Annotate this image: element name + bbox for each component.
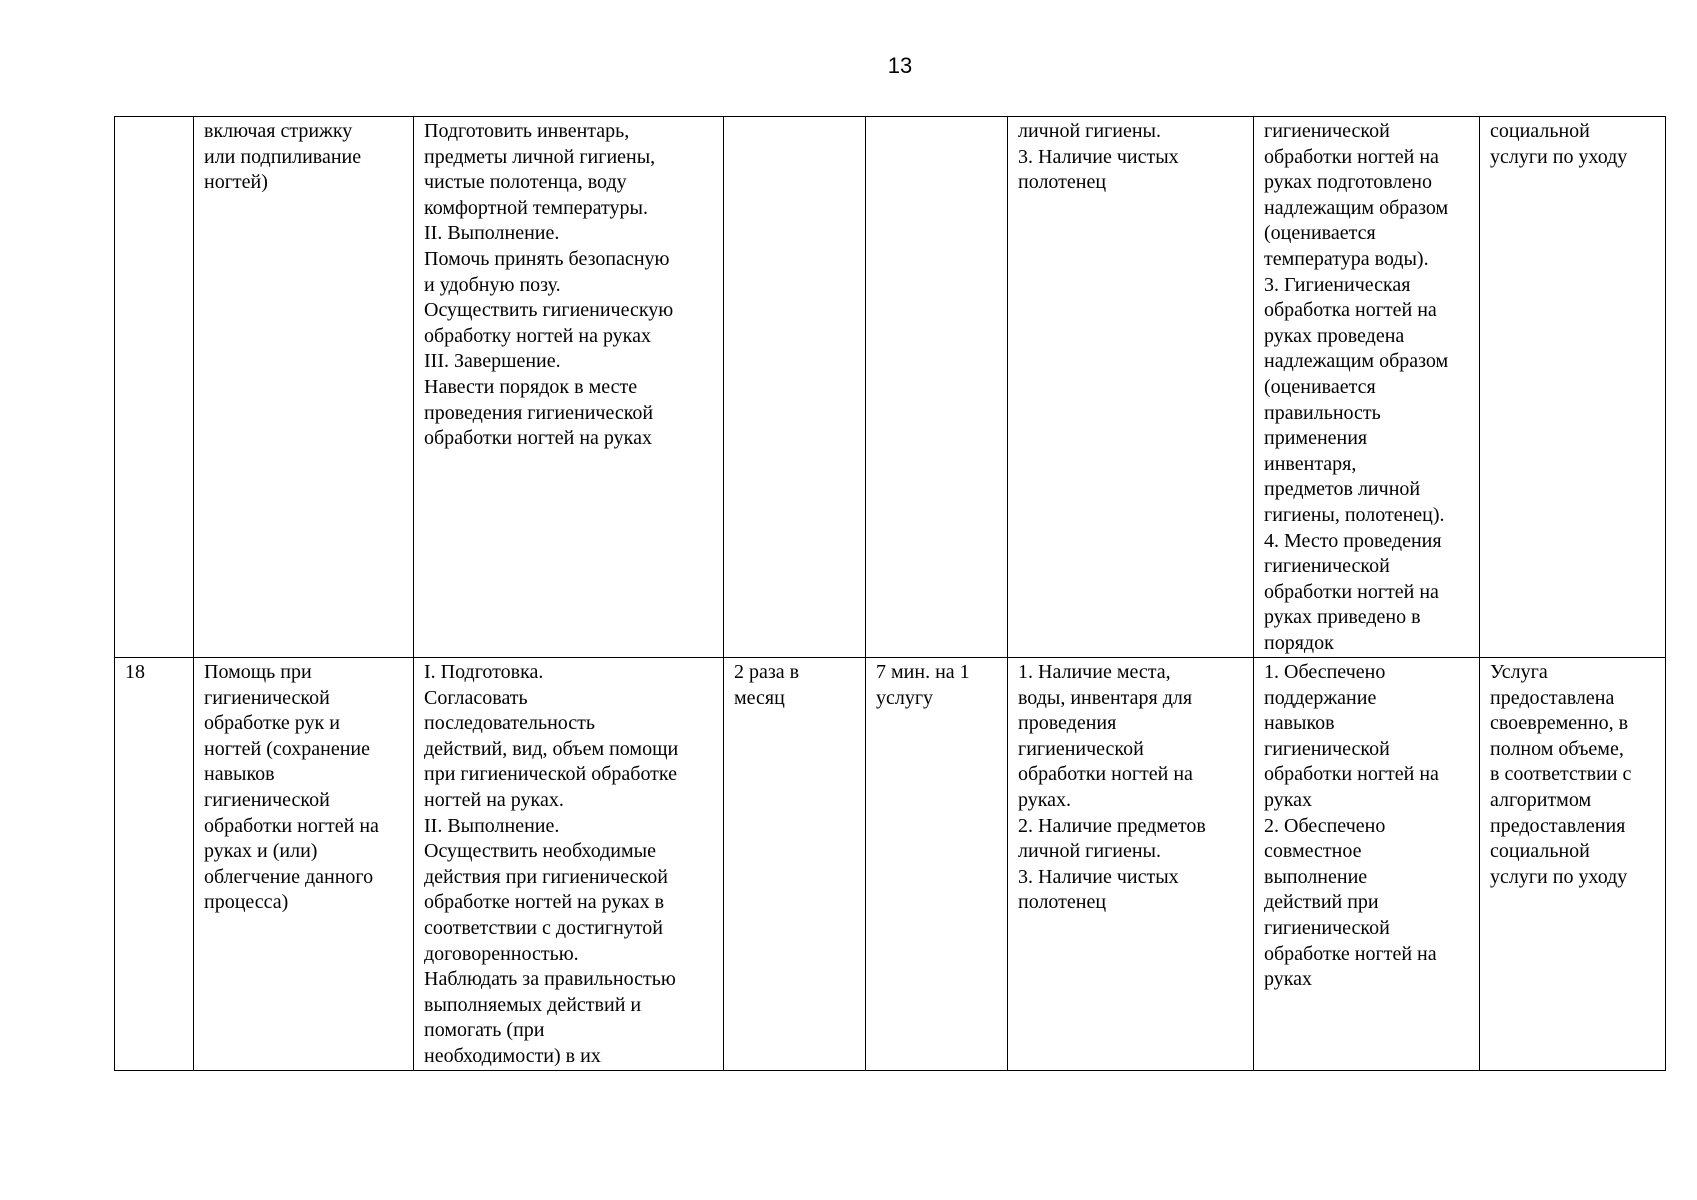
page-number: 13 [887,53,913,78]
cell-text: включая стрижку или подпиливание ногтей) [204,120,362,194]
cell-results [1254,658,1480,1071]
cell-text: гигиенической обработки ногтей на руках подготовлено надлежащим образом (оценивается температура воды). 3. Гигиеническая обработка ногтей на руках проведена надлежащим образом (оценивается правильность применения инвентаря, предметов личной гигиены, полотенец). 4. Место проведения гигиенической обработки ногтей на руках приведено в порядок [1264,120,1449,654]
cell-text: 1. Наличие места, воды, инвентаря для проведения гигиенической обработки ногтей на руках. 2. Наличие предметов личной гигиены. 3. Наличие чистых полотенец [1018,661,1206,914]
cell-conditions [1008,658,1254,1071]
cell-text: 18 [125,661,145,683]
cell-duration [866,117,1008,658]
services-table [114,116,1666,1071]
cell-periodicity [724,117,866,658]
cell-text: 2 раза в месяц [734,661,800,709]
cell-conditions [1008,117,1254,658]
cell-results [1254,117,1480,658]
cell-text: I. Подготовка. Согласовать последовательность действий, вид, объем помощи при гигиенической обработке ногтей на руках. II. Выполнение. Осуществить необходимые действия при гигиенической обработке ногтей на руках в соответствии с достигнутой договоренностью. Наблюдать за правильностью выполняемых действий и помогать (при необходимости) в их [424,661,679,1067]
cell-service-name [194,117,414,658]
cell-procedure [414,117,724,658]
cell-text: Помощь при гигиенической обработке рук и ногтей (сохранение навыков гигиенической обработки ногтей на руках и (или) облегчение данного процесса) [204,661,379,914]
cell-periodicity [724,658,866,1071]
cell-text: 1. Обеспечено поддержание навыков гигиенической обработки ногтей на руках 2. Обеспечено совместное выполнение действий при гигиенической обработке ногтей на руках [1264,661,1439,991]
table-row [115,658,1666,1071]
cell-quality [1480,117,1666,658]
cell-service-name [194,658,414,1071]
cell-number [115,658,194,1071]
cell-text: социальной услуги по уходу [1490,120,1628,168]
cell-text: личной гигиены. 3. Наличие чистых полотенец [1018,120,1179,194]
cell-text: Услуга предоставлена своевременно, в полном объеме, в соответствии с алгоритмом предоставления социальной услуги по уходу [1490,661,1632,888]
cell-quality [1480,658,1666,1071]
cell-text: 7 мин. на 1 услугу [876,661,970,709]
cell-number [115,117,194,658]
cell-duration [866,658,1008,1071]
cell-text: Подготовить инвентарь, предметы личной гигиены, чистые полотенца, воду комфортной температуры. II. Выполнение. Помочь принять безопасную и удобную позу. Осуществить гигиеническую обработку ногтей на руках III. Завершение. Навести порядок в месте проведения гигиенической обработки ногтей на руках [424,120,674,450]
cell-procedure [414,658,724,1071]
table-row [115,117,1666,658]
